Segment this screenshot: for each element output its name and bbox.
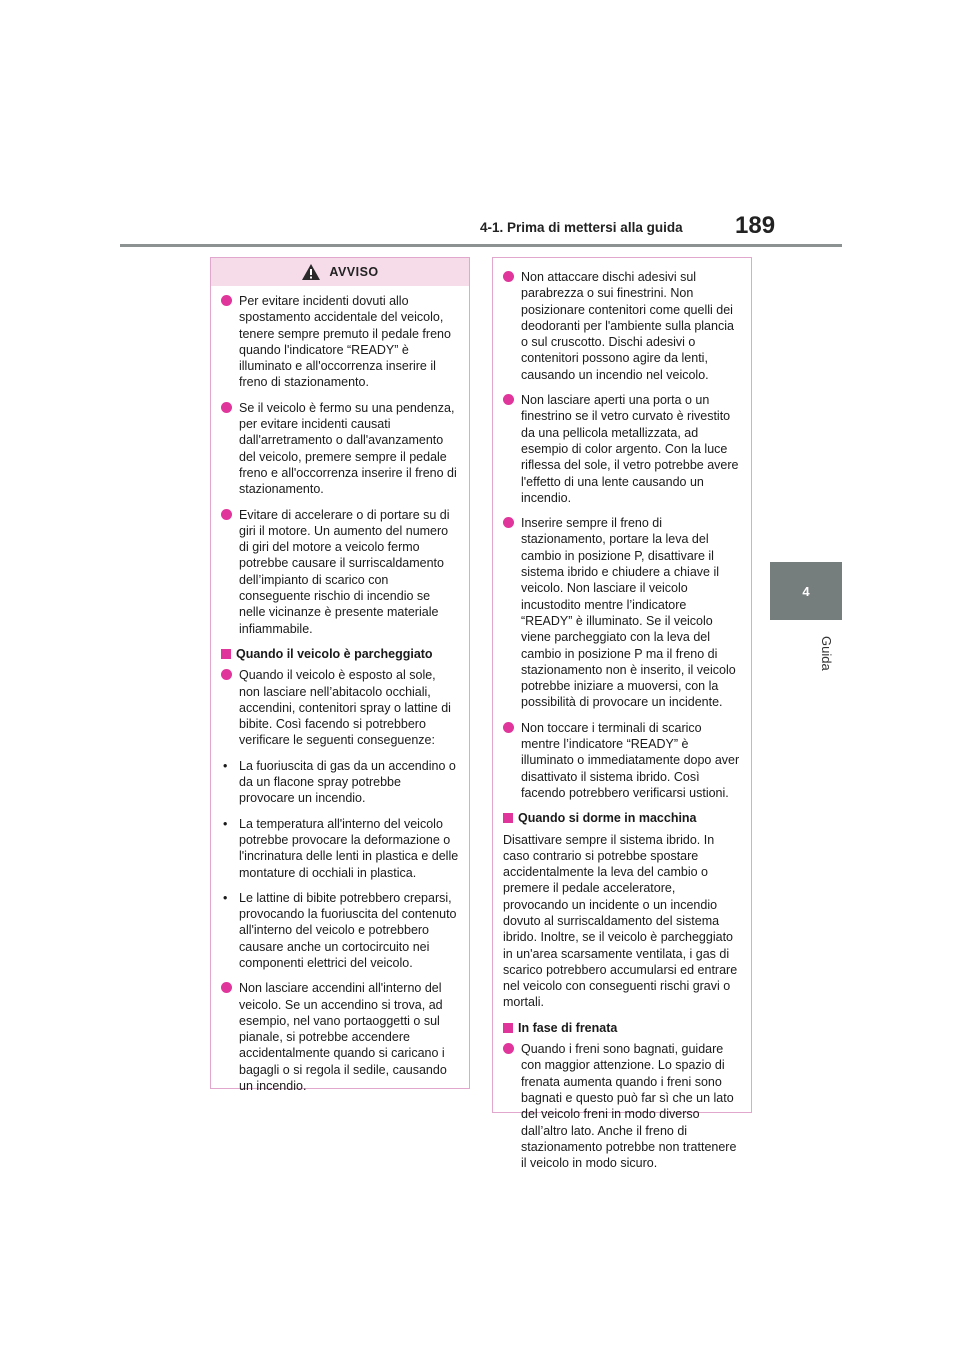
warning-header xyxy=(211,258,469,286)
item-text: Non toccare i terminali di scarico mentre l’indicatore “READY” è illuminato o immediatamente dopo aver disattivato il sistema ibrido. Così facendo potrebbero verificarsi ustioni. xyxy=(521,720,740,800)
square-marker-icon xyxy=(503,813,513,823)
item-text: Non lasciare aperti una porta o un finestrino se il vetro curvato è rivestito da una pellicola metallizzata, ad esempio di color argento. Con la luce riflessa del sole, il vetro potrebbe avere l'effetto di una lente causando un incendio. xyxy=(521,393,739,505)
bullet-dot-icon xyxy=(503,394,514,405)
chapter-label: Guida xyxy=(819,636,834,671)
bullet-item xyxy=(221,507,459,637)
bullet-dot-icon xyxy=(503,722,514,733)
square-marker-icon xyxy=(221,649,231,659)
sub-bullet-icon: • xyxy=(223,890,228,905)
item-text: Non lasciare accendini all'interno del veicolo. Se un accendino si trova, ad esempio, nel vano portaoggetti o sul pianale, si potrebbe accendere accidentalmente quando si caricano i bagagli o si regola il sedile, causando un incendio. xyxy=(239,981,447,1094)
warning-content-continued xyxy=(493,262,751,1171)
item-text: Se il veicolo è fermo su una pendenza, per evitare incidenti causati dall'arretramento o dall'avanzamento del veicolo, premere sempre il pedale freno e all'occorrenza inserire il freno di stazionamento. xyxy=(239,400,457,497)
warning-title: AVVISO xyxy=(329,264,379,279)
item-text: Quando il veicolo è esposto al sole, non lasciare nell’abitacolo occhiali, accendini, contenitori spray o lattine di bibite. Così facendo si potrebbero verificare le seguenti conseguenze: xyxy=(239,668,451,748)
bullet-dot-icon xyxy=(503,517,514,528)
bullet-item xyxy=(503,392,741,506)
item-text: Non attaccare dischi adesivi sul parabrezza o sui finestrini. Non posizionare contenitori come quelli dei deodoranti per l'ambiente sulla plancia o sul cruscotto. Dischi adesivi o contenitori possono agire da lenti, causando un incendio nel veicolo. xyxy=(521,270,734,382)
bullet-dot-icon xyxy=(221,982,232,993)
bullet-item xyxy=(503,720,741,801)
item-text: La temperatura all'interno del veicolo potrebbe provocare la deformazione o l'incrinatura delle lenti in plastica e delle montature di occhiali in plastica. xyxy=(239,816,459,880)
sub-list-item xyxy=(221,758,459,807)
sub-list-item xyxy=(221,890,459,971)
item-text: Quando si dorme in macchina xyxy=(518,811,697,826)
bullet-dot-icon xyxy=(503,271,514,282)
bullet-item xyxy=(221,980,459,1094)
bullet-item xyxy=(221,293,459,391)
subsection-heading xyxy=(503,810,741,826)
item-text: Per evitare incidenti dovuti allo spostamento accidentale del veicolo, tenere sempre premuto il pedale freno quando l'indicatore “READY” è illuminato e all'occorrenza inserire il freno di stazionamento. xyxy=(239,294,451,390)
header-divider xyxy=(120,244,842,247)
page-number: 189 xyxy=(735,212,776,239)
sub-list-item xyxy=(221,816,459,881)
chapter-number: 4 xyxy=(802,583,810,599)
chapter-tab xyxy=(770,562,842,620)
sub-bullet-icon: • xyxy=(223,816,228,831)
item-text: Le lattine di bibite potrebbero creparsi, provocando la fuoriuscita del contenuto all'interno del veicolo e potrebbero causare anche un cortocircuito nei componenti elettrici del veicolo. xyxy=(239,890,457,970)
bullet-dot-icon xyxy=(221,509,232,520)
bullet-dot-icon xyxy=(221,669,232,680)
bullet-dot-icon xyxy=(503,1043,514,1054)
subsection-heading xyxy=(503,1020,741,1036)
warning-box xyxy=(210,257,470,1094)
section-title: 4-1. Prima di mettersi alla guida xyxy=(480,220,683,235)
item-text: Quando i freni sono bagnati, guidare con maggior attenzione. Lo spazio di frenata aumenta quando i freni sono bagnati e questo può far sì che un lato del veicolo freni in modo diverso dall’altro lato. Anche il freno di stazionamento potrebbe non trattenere il veicolo in modo sicuro. xyxy=(521,1042,737,1171)
item-text: Inserire sempre il freno di stazionamento, portare la leva del cambio in posizione P, disattivare il sistema ibrido e chiudere a chiave il veicolo. Non lasciare il veicolo incustodito mentre l’indicatore “READY” è illuminato. Se il veicolo viene parcheggiato con la leva del cambio in posizione P ma il freno di stazionamento non è inserito, il veicolo potrebbe iniziare a muoversi, con la possibilità di provocare un incidente. xyxy=(521,516,736,710)
subsection-heading xyxy=(221,646,459,662)
sub-bullet-icon: • xyxy=(223,758,228,773)
bullet-dot-icon xyxy=(221,295,232,306)
item-text: Disattivare sempre il sistema ibrido. In caso contrario si potrebbe spostare accidentalmente la leva del cambio o premere il pedale acceleratore, provocando un incidente o un incendio dovuto al surriscaldamento del sistema ibrido. Inoltre, se il veicolo è parcheggiato in un'area scarsamente ventilata, i gas di scarico potrebbero accumularsi ed entrare nel veicolo con conseguenti rischi gravi o mortali. xyxy=(503,832,738,1010)
bullet-dot-icon xyxy=(221,402,232,413)
warning-content xyxy=(211,286,469,1094)
bullet-item xyxy=(221,400,459,498)
bullet-item xyxy=(503,515,741,711)
item-text: In fase di frenata xyxy=(518,1020,618,1035)
bullet-item xyxy=(503,1041,741,1171)
paragraph xyxy=(503,832,741,1011)
warning-triangle-icon xyxy=(301,263,321,281)
item-text: Quando il veicolo è parcheggiato xyxy=(236,646,433,661)
item-text: Evitare di accelerare o di portare su di giri il motore. Un aumento del numero di giri del motore a veicolo fermo potrebbe causare il surriscaldamento dell’impianto di scarico con conseguente rischio di incendio se nelle vicinanze è presente materiale infiammabile. xyxy=(239,507,450,636)
square-marker-icon xyxy=(503,1023,513,1033)
item-text: La fuoriuscita di gas da un accendino o da un flacone spray potrebbe provocare un incendio. xyxy=(239,758,456,806)
bullet-item xyxy=(221,667,459,748)
bullet-item xyxy=(503,269,741,383)
warning-box-continued xyxy=(492,257,752,1171)
